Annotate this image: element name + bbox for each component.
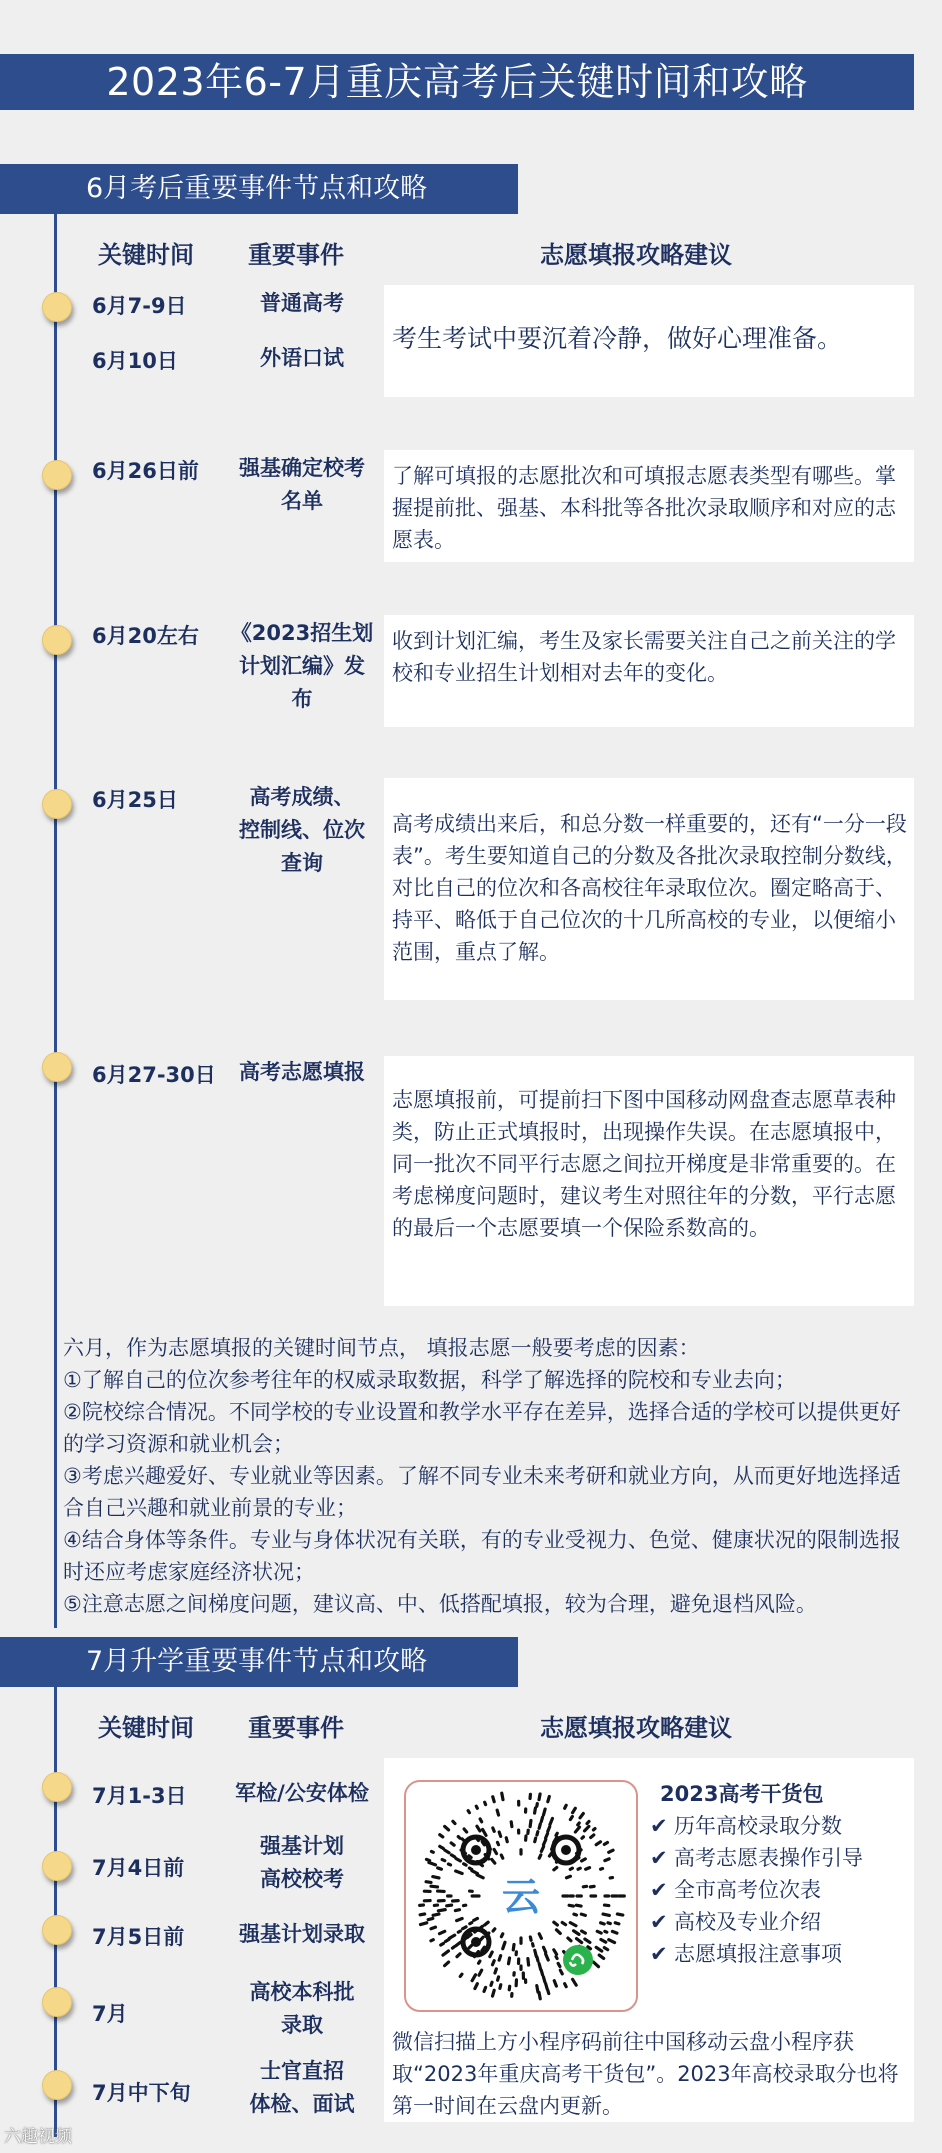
qr-dash <box>554 1867 557 1869</box>
qr-dash <box>431 1940 433 1941</box>
timeline-dot <box>42 1772 72 1802</box>
qr-dash <box>483 1829 486 1835</box>
qr-dash <box>493 1828 494 1831</box>
cloud-logo-icon: 云 <box>501 1875 541 1919</box>
package-description: 微信扫描上方小程序码前往中国移动云盘小程序获取“2023年重庆高考干货包”。2023年高校录取分也将第一时间在云盘内更新。 <box>392 2030 899 2118</box>
qr-dash <box>499 1832 500 1836</box>
timeline-dot <box>42 460 72 490</box>
qr-dash <box>556 1957 557 1959</box>
qr-dash <box>560 1970 562 1974</box>
qr-dash <box>426 1859 429 1860</box>
qr-dash <box>537 1986 538 1992</box>
row-event: 普通高考 <box>260 291 344 315</box>
row-time: 7月1-3日 <box>92 1784 187 1808</box>
qr-dash <box>617 1914 622 1915</box>
qr-dash <box>580 1813 583 1817</box>
qr-dash <box>476 1806 477 1808</box>
qr-dash <box>556 1930 560 1934</box>
qr-dash <box>568 1938 571 1941</box>
qr-dash <box>497 1810 498 1815</box>
qr-dash <box>445 1826 449 1830</box>
qr-dash <box>543 1840 545 1845</box>
qr-dash <box>464 1829 467 1832</box>
row-event: 军检/公安体检 <box>235 1781 369 1805</box>
page-title: 2023年6-7月重庆高考后关键时间和攻略 <box>0 54 914 110</box>
qr-dash <box>441 1943 444 1945</box>
qr-dash <box>438 1910 445 1911</box>
watermark: 六趣视频 <box>4 2127 72 2147</box>
qr-dash <box>562 1922 565 1924</box>
qr-dash <box>426 1882 431 1883</box>
qr-dash <box>460 1974 462 1976</box>
qr-dash <box>541 1970 542 1975</box>
qr-dash <box>451 1843 454 1845</box>
qr-dash <box>448 1864 450 1865</box>
qr-dash <box>530 1821 531 1827</box>
qr-dash <box>593 1829 595 1830</box>
qr-dash <box>498 1977 499 1980</box>
row-time: 6月25日 <box>92 788 178 812</box>
section-heading-june: 6月考后重要事件节点和攻略 <box>0 164 518 214</box>
qr-dash <box>539 1934 541 1938</box>
factors-text <box>63 1332 919 1620</box>
qr-dash <box>472 1975 475 1981</box>
qr-dash <box>574 1914 576 1915</box>
qr-dash <box>539 1855 541 1858</box>
qr-dash <box>447 1905 452 1906</box>
qr-dash <box>493 1797 494 1802</box>
qr-dash <box>455 1910 459 1911</box>
row-event: 高校本科批 录取 <box>249 1980 355 2037</box>
qr-dash <box>605 1931 607 1932</box>
advice-box: 收到计划汇编，考生及家长需要关注自己之前关注的学校和专业招生计划相对去年的变化。 <box>384 615 914 727</box>
qr-dash <box>554 1981 556 1986</box>
qr-dash <box>573 1979 577 1985</box>
qr-dash <box>548 1990 549 1993</box>
qr-dash <box>587 1821 589 1823</box>
qr-dash <box>586 1868 590 1870</box>
package-item: ✔ 全市高考位次表 <box>650 1874 863 1906</box>
qr-dash <box>596 1947 602 1951</box>
qr-dash <box>469 1868 471 1869</box>
qr-dash <box>474 1918 478 1920</box>
qr-dash <box>480 1819 481 1822</box>
qr-dash <box>485 1922 488 1925</box>
qr-dash <box>452 1947 454 1948</box>
qr-dash <box>484 1987 486 1991</box>
timeline-dot <box>42 1987 72 2017</box>
package-item: ✔ 高校及专业介绍 <box>650 1906 863 1938</box>
package-title: 2023高考干货包 <box>660 1782 824 1806</box>
qr-dash <box>472 1871 478 1874</box>
qr-dash <box>439 1931 444 1933</box>
timeline-dot <box>42 789 72 819</box>
row-event: 强基计划 高校校考 <box>260 1834 344 1891</box>
qr-dash <box>469 1856 471 1858</box>
qr-dash <box>491 1982 492 1985</box>
qr-dash <box>601 1940 606 1943</box>
qr-dash <box>554 1950 557 1955</box>
timeline-dot <box>42 2070 72 2100</box>
qr-dash <box>539 1964 541 1970</box>
timeline-dot <box>42 625 72 655</box>
qr-dash <box>566 1876 570 1878</box>
qr-dash <box>431 1851 433 1852</box>
timeline-dot <box>42 1915 72 1945</box>
qr-dash <box>599 1955 603 1958</box>
col-header-event: 重要事件 <box>248 241 344 269</box>
qr-dash <box>475 1984 477 1989</box>
qr-dash <box>578 1868 580 1869</box>
qr-dash <box>601 1869 603 1870</box>
qr-dash <box>597 1931 601 1933</box>
row-event: 《2023招生划 计划汇编》发 布 <box>230 621 374 711</box>
mini-program-badge-icon <box>563 1945 593 1975</box>
qr-dash <box>537 1832 538 1835</box>
qr-dash <box>429 1862 436 1864</box>
qr-dash <box>445 1850 449 1853</box>
qr-dash <box>440 1846 444 1848</box>
row-event: 强基确定校考 名单 <box>239 456 365 513</box>
qr-dash <box>573 1808 576 1812</box>
qr-dash <box>546 1833 548 1838</box>
qr-dash <box>585 1826 589 1830</box>
qr-frame <box>404 1780 638 2012</box>
package-item: ✔ 历年高校录取分数 <box>650 1810 863 1842</box>
qr-dash <box>543 1947 545 1952</box>
row-time: 6月27-30日 <box>92 1063 216 1087</box>
qr-dash <box>445 1939 449 1941</box>
advice-box: 考生考试中要沉着冷静，做好心理准备。 <box>384 285 914 397</box>
qr-dash <box>456 1858 460 1861</box>
qr-dash <box>440 1835 443 1837</box>
qr-dash <box>575 1827 579 1832</box>
qr-dash <box>570 1868 572 1869</box>
check-icon: ✔ <box>650 1910 668 1934</box>
qr-dash <box>581 1914 585 1915</box>
qr-dash <box>464 1864 466 1865</box>
qr-dash <box>539 1992 540 1998</box>
timeline-dot <box>42 1851 72 1881</box>
qr-dash <box>503 1942 505 1948</box>
qr-dash <box>431 1886 437 1887</box>
qr-dash <box>539 1824 540 1828</box>
qr-dash <box>550 1818 553 1824</box>
qr-finder-center <box>471 1845 481 1855</box>
qr-dash <box>601 1923 605 1924</box>
qr-dash <box>506 1838 507 1842</box>
qr-dash <box>576 1905 581 1906</box>
factor-item: ④结合身体等条件。专业与身体状况有关联，有的专业受视力、色觉、健康状况的限制选报时还应考虑家庭经济状况； <box>63 1528 901 1584</box>
qr-dash <box>477 1826 480 1831</box>
qr-dash <box>470 1923 472 1924</box>
qr-dash <box>469 1945 472 1948</box>
qr-dash <box>546 1954 549 1960</box>
qr-dash <box>537 1804 538 1807</box>
qr-dash <box>528 1959 529 1965</box>
qr-dash <box>449 1935 454 1938</box>
row-time: 7月 <box>92 2002 128 2026</box>
row-time: 7月中下旬 <box>92 2081 191 2105</box>
row-event: 高考志愿填报 <box>239 1060 365 1084</box>
qr-dash <box>582 1859 586 1861</box>
qr-dash <box>458 1837 460 1839</box>
qr-dash <box>433 1914 439 1915</box>
row-time: 6月10日 <box>92 349 178 373</box>
qr-dash <box>493 1990 495 1996</box>
factor-item: ②院校综合情况。不同学校的专业设置和教学水平存在差异，选择合适的学校可以提供更好的学习资源和就业机会； <box>63 1400 901 1456</box>
timeline-dot <box>42 1052 72 1082</box>
qr-dash <box>570 1817 572 1820</box>
check-icon: ✔ <box>650 1846 668 1870</box>
qr-dash <box>479 1961 480 1963</box>
package-list <box>650 1810 863 1970</box>
qr-dash <box>548 1796 549 1801</box>
qr-dash <box>604 1948 607 1950</box>
qr-dash <box>463 1927 466 1929</box>
qr-dash <box>501 1934 502 1937</box>
col-header-advice: 志愿填报攻略建议 <box>540 1714 732 1742</box>
qr-dash <box>537 1957 538 1961</box>
qr-dash <box>565 1805 567 1808</box>
qr-dash <box>438 1868 442 1869</box>
factors-intro: 六月，作为志愿填报的关键时间节点， 填报志愿一般要考虑的因素： <box>63 1336 700 1360</box>
row-time: 7月4日前 <box>92 1856 185 1880</box>
qr-dash <box>443 1951 449 1955</box>
qr-dash <box>596 1842 600 1845</box>
qr-dash <box>513 1945 514 1950</box>
qr-dash <box>543 1809 545 1815</box>
qr-dash <box>548 1827 550 1832</box>
qr-dash <box>608 1923 610 1924</box>
advice-box: 了解可填报的志愿批次和可填报志愿表类型有哪些。掌握提前批、强基、本科批等各批次录取顺序和对应的志愿表。 <box>384 450 914 562</box>
qr-dash <box>541 1846 543 1851</box>
qr-dash <box>457 1954 460 1957</box>
qr-dash <box>577 1939 582 1943</box>
qr-dash <box>558 1963 560 1966</box>
qr-dash <box>578 1823 579 1825</box>
qr-dash <box>456 1943 460 1946</box>
qr-dash <box>582 1837 583 1838</box>
col-header-time: 关键时间 <box>98 241 194 269</box>
col-header-advice: 志愿填报攻略建议 <box>540 241 732 269</box>
row-time: 7月5日前 <box>92 1925 185 1949</box>
qr-dash <box>501 1855 502 1858</box>
qr-dash <box>533 1944 534 1946</box>
qr-dash <box>603 1914 609 1915</box>
qr-dash <box>420 1914 424 1915</box>
check-icon: ✔ <box>650 1942 668 1966</box>
check-icon: ✔ <box>650 1814 668 1838</box>
qr-dash <box>428 1918 433 1919</box>
row-time: 6月26日前 <box>92 459 199 483</box>
qr-code-icon[interactable] <box>406 1782 636 2010</box>
qr-dash <box>612 1931 617 1933</box>
qr-dash <box>570 1923 576 1926</box>
advice-box: 志愿填报前，可提前扫下图中国移动网盘查志愿草表种类，防止正式填报时，出现操作失误。在志愿填报中，同一批次不同平行志愿之间拉开梯度是非常重要的。在考虑梯度问题时，建议考生对照往年的分数，平行志愿的最后一个志愿要填一个保险系数高的。 <box>384 1056 914 1306</box>
qr-dash <box>541 1817 542 1821</box>
col-header-time: 关键时间 <box>98 1714 194 1742</box>
qr-dash <box>477 1875 483 1878</box>
advice-box: 高考成绩出来后，和总分数一样重要的，还有“一分一段表”。考生要知道自己的分数及各批次录取控制分数线，对比自己的位次和各高校往年录取位次。圈定略高于、持平、略低于自己位次的十几所高校的专业，以便缩小范围，重点了解。 <box>384 778 914 1000</box>
qr-dash <box>490 1952 492 1957</box>
qr-dash <box>585 1939 590 1942</box>
qr-dash <box>569 1905 573 1906</box>
qr-dash <box>457 1919 463 1921</box>
qr-dash <box>456 1871 462 1873</box>
qr-dash <box>591 1835 594 1838</box>
qr-dash <box>609 1940 615 1943</box>
qr-dash <box>451 1855 454 1857</box>
qr-dash <box>442 1860 445 1861</box>
qr-dash <box>565 1984 566 1987</box>
timeline-line-june <box>54 214 57 1628</box>
qr-finder-center <box>561 1845 571 1855</box>
qr-dash <box>497 1842 498 1844</box>
qr-dash <box>588 1947 591 1949</box>
factor-item: ①了解自己的位次参考往年的权威录取数据，科学了解选择的院校和专业去向； <box>63 1368 796 1392</box>
qr-dash <box>431 1927 436 1929</box>
qr-dash <box>494 1849 496 1853</box>
package-item: ✔ 高考志愿表操作引导 <box>650 1842 863 1874</box>
qr-dash <box>554 1922 558 1925</box>
row-event: 强基计划录取 <box>239 1922 365 1946</box>
qr-dash <box>615 1923 619 1924</box>
qr-dash <box>546 1984 548 1990</box>
qr-dash <box>556 1833 557 1835</box>
qr-dash <box>468 1811 469 1813</box>
qr-dash <box>609 1850 613 1852</box>
qr-dash <box>605 1859 609 1861</box>
qr-dash <box>582 1931 586 1933</box>
qr-dash <box>511 1822 512 1827</box>
row-event: 高考成绩、 控制线、位次 查询 <box>239 785 365 875</box>
qr-dash <box>535 1838 536 1842</box>
timeline-dot <box>42 292 72 322</box>
qr-dash <box>593 1962 598 1967</box>
row-time: 6月7-9日 <box>92 294 187 318</box>
row-event: 士官直招 体检、面试 <box>249 2059 355 2116</box>
qr-dash <box>485 1802 486 1804</box>
qr-dash <box>445 1962 449 1966</box>
package-item: ✔ 志愿填报注意事项 <box>650 1938 863 1970</box>
qr-dash <box>539 1794 540 1800</box>
qr-dash <box>499 1956 501 1960</box>
download-panel <box>384 1758 914 2122</box>
factor-item: ③考虑兴趣爱好、专业就业等因素。了解不同专业未来考研和就业方向，从而更好地选择适合自己兴趣和就业前景的专业； <box>63 1464 901 1520</box>
row-event: 外语口试 <box>260 346 344 370</box>
qr-dash <box>433 1877 439 1878</box>
qr-dash <box>493 1929 495 1931</box>
qr-dash <box>420 1923 426 1925</box>
col-header-event: 重要事件 <box>248 1714 344 1742</box>
qr-dash <box>453 1821 455 1823</box>
row-time: 6月20左右 <box>92 624 199 648</box>
qr-dash <box>604 1842 607 1844</box>
qr-dash <box>492 1859 495 1863</box>
qr-finder-center <box>471 1937 481 1947</box>
qr-dash <box>500 1985 501 1989</box>
qr-dash <box>574 1931 579 1935</box>
qr-dash <box>458 1931 460 1932</box>
qr-dash <box>535 1950 537 1956</box>
section-heading-july: 7月升学重要事件节点和攻略 <box>0 1637 518 1687</box>
factor-item: ⑤注意志愿之间梯度问题，建议高、中、低搭配填报，较为合理，避免退档风险。 <box>63 1592 817 1616</box>
check-icon: ✔ <box>650 1878 668 1902</box>
qr-dash <box>530 1937 531 1940</box>
qr-dash <box>502 1793 503 1799</box>
qr-dash <box>508 1958 509 1964</box>
qr-dash <box>493 1961 495 1965</box>
qr-dash <box>495 1969 496 1973</box>
qr-dash <box>535 1808 536 1813</box>
qr-dash <box>479 1970 482 1975</box>
qr-dash <box>543 1977 544 1982</box>
